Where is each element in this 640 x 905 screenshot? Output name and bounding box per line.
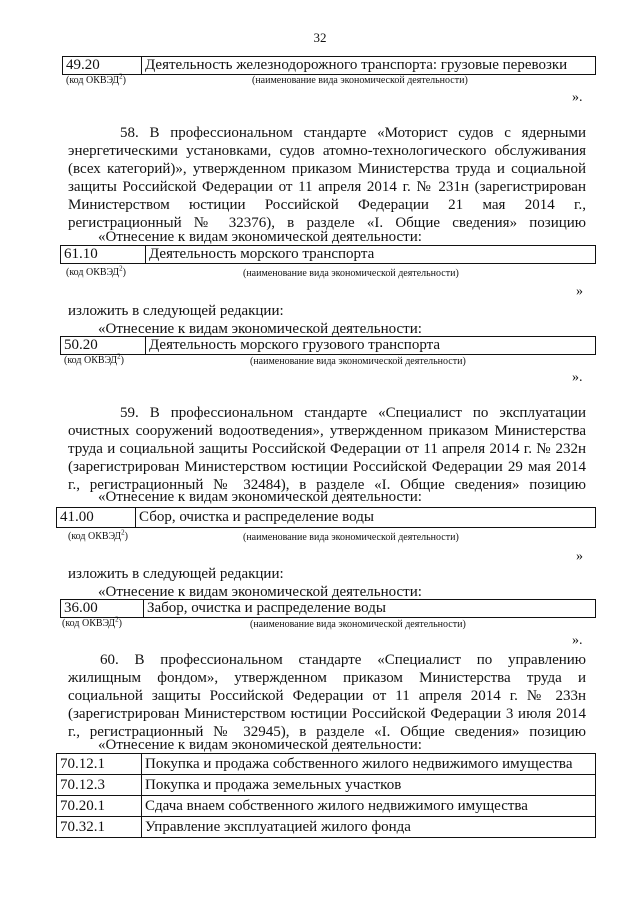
section-59-paragraph: 59. В профессиональном стандарте «Специалист по эксплуатации очистных сооружений водоотведения», утвержденном приказом Министерства труда и социальной защиты Российской Федерации от 11 апреля 2014 г. № 232н (зарегистрирован Министерством юстиции Российской Федерации 29 мая 2014 г., регистрационный № 32484), в разделе «I. Общие сведения» позицию	[68, 405, 586, 493]
name-caption: (наименование вида экономической деятельности)	[243, 532, 459, 543]
section-59-edit-text: изложить в следующей редакции:	[68, 566, 284, 582]
okved-table	[56, 753, 596, 838]
table-row	[57, 796, 596, 817]
table-row	[57, 775, 596, 796]
table-row	[61, 600, 596, 618]
okved-table	[56, 507, 596, 528]
table-row	[57, 508, 596, 528]
okved-code: 49.20	[63, 57, 142, 75]
code-caption: (код ОКВЭД$^2$)	[68, 528, 128, 542]
page-number: 32	[313, 30, 327, 45]
okved-code: 36.00	[61, 600, 144, 618]
section-60-intro: «Отнесение к видам экономической деятельности:	[98, 737, 422, 753]
section-60-paragraph: 60. В профессиональном стандарте «Специалист по управлению жилищным фондом», утвержденном приказом Министерства труда и социальной защиты Российской Федерации от 11 апреля 2014 г. № 233н (зарегистрирован Министерством юстиции Российской Федерации 3 июля 2014 г., регистрационный № 32945), в разделе «I. Общие сведения» позицию	[68, 652, 586, 740]
section-58-intro: «Отнесение к видам экономической деятельности:	[98, 229, 422, 245]
activity-name: Сдача внаем собственного жилого недвижимого имущества	[142, 796, 596, 817]
okved-code: 70.12.3	[57, 775, 142, 796]
okved-code: 70.12.1	[57, 754, 142, 775]
closing-quote: »	[576, 284, 583, 299]
table-row	[57, 754, 596, 775]
okved-table	[60, 336, 596, 355]
okved-code: 50.20	[61, 337, 146, 355]
name-caption: (наименование вида экономической деятельности)	[252, 75, 468, 86]
name-caption: (наименование вида экономической деятельности)	[250, 619, 466, 630]
activity-name: Деятельность морского грузового транспорта	[146, 337, 596, 355]
okved-code: 41.00	[57, 508, 136, 528]
closing-quote: »	[576, 549, 583, 564]
activity-name: Деятельность железнодорожного транспорта: грузовые перевозки	[142, 57, 596, 75]
activity-name: Деятельность морского транспорта	[146, 246, 596, 264]
table-row	[61, 337, 596, 355]
code-caption: (код ОКВЭД$^2$)	[66, 264, 126, 278]
closing-quote: ».	[572, 370, 583, 385]
table-row	[63, 57, 596, 75]
okved-code: 70.32.1	[57, 817, 142, 838]
section-59-intro-2: «Отнесение к видам экономической деятельности:	[98, 584, 422, 600]
table-row	[57, 817, 596, 838]
okved-code: 61.10	[61, 246, 146, 264]
activity-name: Покупка и продажа собственного жилого недвижимого имущества	[142, 754, 596, 775]
activity-name: Забор, очистка и распределение воды	[144, 600, 596, 618]
table-row	[61, 246, 596, 264]
closing-quote: ».	[572, 90, 583, 105]
section-58-paragraph: 58. В профессиональном стандарте «Моторист судов с ядерными энергетическими установками, судов атомно-технологического обслуживания (всех категорий)», утвержденном приказом Министерства труда и социальной защиты Российской Федерации от 11 апреля 2014 г. № 231н (зарегистрирован Министерством юстиции Российской Федерации 21 мая 2014 г., регистрационный № 32376), в разделе «I. Общие сведения» позицию	[68, 125, 586, 231]
closing-quote: ».	[572, 633, 583, 648]
section-58-edit-text: изложить в следующей редакции:	[68, 303, 284, 319]
activity-name: Управление эксплуатацией жилого фонда	[142, 817, 596, 838]
activity-name: Сбор, очистка и распределение воды	[136, 508, 596, 528]
code-caption: (код ОКВЭД$^2$)	[66, 72, 126, 86]
activity-name: Покупка и продажа земельных участков	[142, 775, 596, 796]
name-caption: (наименование вида экономической деятельности)	[243, 268, 459, 279]
okved-table	[60, 599, 596, 618]
okved-code: 70.20.1	[57, 796, 142, 817]
code-caption: (код ОКВЭД$^2$)	[62, 615, 122, 629]
section-58-intro-2: «Отнесение к видам экономической деятельности:	[98, 321, 422, 337]
name-caption: (наименование вида экономической деятельности)	[250, 356, 466, 367]
section-59-intro: «Отнесение к видам экономической деятельности:	[98, 489, 422, 505]
okved-table	[62, 56, 596, 75]
code-caption: (код ОКВЭД$^2$)	[64, 352, 124, 366]
okved-table	[60, 245, 596, 264]
